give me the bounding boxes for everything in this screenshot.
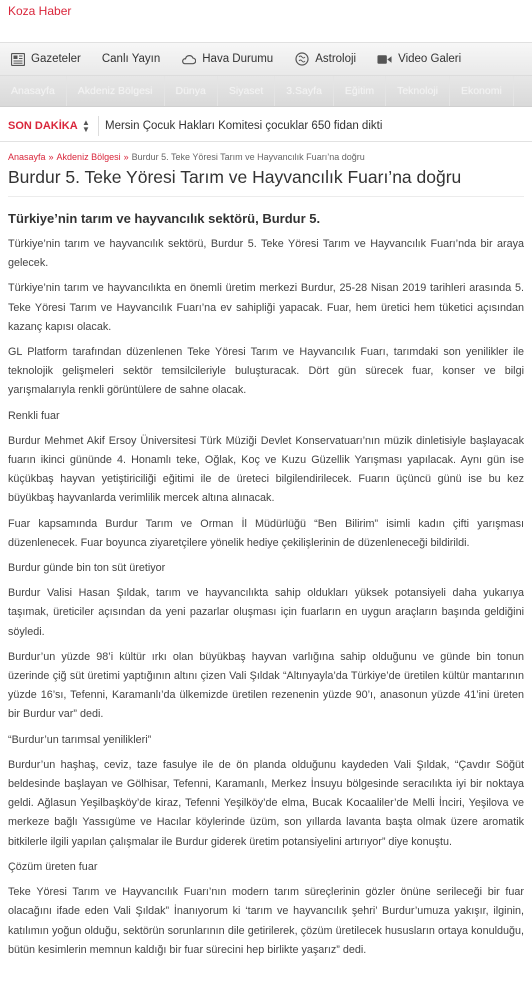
article-paragraph: Fuar kapsamında Burdur Tarım ve Orman İl Müdürlüğü “Ben Bilirim” isimli kadın çifti yarışması düzenlenecek. Fuar boyunca ziyaretçilere yönelik hediye çekilişlerinin de düzenleneceği bildirildi. [8,517,524,549]
chevron-up-icon[interactable]: ▲ [82,117,90,127]
article-subheading: Burdur günde bin ton süt üretiyor [8,562,166,575]
category-nav [0,76,532,107]
article-paragraph: Burdur Valisi Hasan Şıldak, tarım ve hayvancılıkta sahip oldukları yüksek potansiyeli daha yukarıya taşımak, üreticiler açısından da yeni pazarlar oluşması için fuarların en uygun araçların başında geldiğini söyledi. [8,587,524,638]
article-subheading: Renkli fuar [8,409,60,422]
breaking-news-headline[interactable]: Mersin Çocuk Hakları Komitesi çocuklar 650 fidan dikti [105,119,383,132]
article-paragraph: GL Platform tarafından düzenlenen Teke Yöresi Tarım ve Hayvancılık Fuarı, tarımdaki son yenilikler ile teknolojik gelişmeleri sektör temsilcileriyle buluşturacak. Dört gün sürecek fuar, konser ve bilgi yarışmalarıyla renkli görüntülere de sahne olacak. [8,346,524,397]
category-teknoloji[interactable]: Teknoloji [386,76,450,107]
nav-label: Astroloji [315,53,357,65]
category-ekonomi[interactable]: Ekonomi [450,76,514,107]
article-paragraph: Burdur’un yüzde 98’i kültür ırkı olan büyükbaş hayvan varlığına sahip olduğunu ve günde bin tonun üzerinde çiğ süt üretimi yaptığının altını çizen Vali Şıldak “Altınyayla’da Türkiye’de üretilen kültür mantarının yüzde 16’sı, Tefenni, Karamanlı’da ülkemizde üretilen rezenenin yüzde 90’ı, anasonun yüzde 41’ini üreten bir Burdur var” dedi. [8,650,524,721]
article [8,152,524,960]
page-title: Burdur 5. Teke Yöresi Tarım ve Hayvancılık Fuarı’na doğru [8,166,524,197]
breaking-news-nav [80,119,92,133]
category-anasayfa[interactable]: Anasayfa [0,76,67,107]
astrology-icon [294,52,309,67]
article-body [8,235,524,960]
weather-icon [181,52,196,67]
article-paragraph: Türkiye’nin tarım ve hayvancılık sektörü, Burdur 5. Teke Yöresi Tarım ve Hayvancılık Fuarı’nda bir araya gelecek. [8,238,524,270]
breadcrumb-category[interactable]: Akdeniz Bölgesi [56,152,121,162]
nav-item-canli-yayin[interactable] [91,42,170,76]
site-logo[interactable]: Koza Haber [8,4,72,18]
main-nav [0,42,532,76]
chevron-down-icon[interactable]: ▼ [82,124,90,134]
article-paragraph: Burdur Mehmet Akif Ersoy Üniversitesi Türk Müziği Devlet Konservatuarı’nın müzik dinletisiyle başlayacak fuarın ikinci gününde 4. Honamlı teke, Oğlak, Koç ve Kuzu Güzellik Yarışması yapılacak. Aynı gün ise küçükbaş hayvan yetiştiriciliği eğitimi ile de üreteci bilgilendirilecek. Fuarın üçüncü günü ise bu kez büyükbaş hayvanlarda verimlilik mercek altına alınacak. [8,434,524,505]
category-3-sayfa[interactable]: 3.Sayfa [275,76,334,107]
breaking-news-bar [0,110,532,142]
nav-label: Canlı Yayın [101,53,161,65]
article-subheading: Çözüm üreten fuar [8,860,98,873]
category-siyaset[interactable]: Siyaset [218,76,275,107]
breadcrumb-home[interactable]: Anasayfa [8,152,46,162]
divider [98,116,99,136]
video-camera-icon [377,52,392,67]
nav-label: Hava Durumu [202,53,274,65]
article-paragraph: Türkiye’nin tarım ve hayvancılıkta en önemli üretim merkezi Burdur, 25-28 Nisan 2019 tarihleri arasında 5. Teke Yöresi Tarım ve Hayvancılık Fuarı’na ev sahipliği yapacak. Fuar, hem üretici hem tüketici açısından kazanç kapısı olacak. [8,282,524,333]
nav-label: Gazeteler [31,53,81,65]
category-egitim[interactable]: Eğitim [334,76,386,107]
nav-label: Video Galeri [398,53,462,65]
breadcrumb [8,152,524,162]
breadcrumb-separator: » [48,152,54,162]
nav-item-gazeteler[interactable] [0,42,91,76]
article-paragraph: Teke Yöresi Tarım ve Hayvancılık Fuarı’nın modern tarım süreçlerinin gözler önüne serileceği bir fuar olacağını ifade eden Vali Şıldak” İnanıyorum ki ‘tarım ve hayvancılık şehri’ Burdur’umuza yakışır, ilginin, katılımın yoğun olduğu, sektörün sorunlarının dile getirilerek, çözüm üretilecek hususların ortaya konulduğu, bütün kesimlerin memnun kaldığı bir fuar sürecini hep birlikte yaşarız” dedi. [8,886,524,956]
breaking-news-label: SON DAKİKA [8,119,78,132]
nav-item-hava-durumu[interactable] [170,42,283,76]
newspaper-icon [10,52,25,67]
article-paragraph: Burdur’un haşhaş, ceviz, taze fasulye ile de ön planda olduğunu kaydeden Vali Şıldak, “Çavdır Söğüt beldesinde başlayan ve Gölhisar, Tefenni, Karamanlı, Merkez İnsuyu bölgesinde seracılıkta iyi bir noktaya geldi. Ağlasun Yeşilbaşköy’de kiraz, Tefenni Yeşilköy’de elma, Bucak Kocaaliler’de Melli İnciri, Yeşilova ve merkeze bağlı Yassıgüme ve Hacılar köylerinde üzüm, son yıllarda lavanta başta olmak üzere aromatik bitkilerle ilgili yapılan çalışmalar ile Burdur giderek üretim potansiyelini artırıyor” diye konuştu. [8,758,524,848]
article-lead: Türkiye’nin tarım ve hayvancılık sektörü, Burdur 5. [8,211,321,226]
nav-item-video-galeri[interactable] [366,42,471,76]
top-bar [0,0,532,28]
category-dunya[interactable]: Dünya [165,76,218,107]
article-subheading: “Burdur’un tarımsal yenilikleri” [8,733,152,746]
category-akdeniz-bolgesi[interactable]: Akdeniz Bölgesi [67,76,165,107]
breadcrumb-separator: » [123,152,129,162]
nav-item-astroloji[interactable] [283,42,366,76]
breadcrumb-current: Burdur 5. Teke Yöresi Tarım ve Hayvancılık Fuarı’na doğru [131,152,365,162]
